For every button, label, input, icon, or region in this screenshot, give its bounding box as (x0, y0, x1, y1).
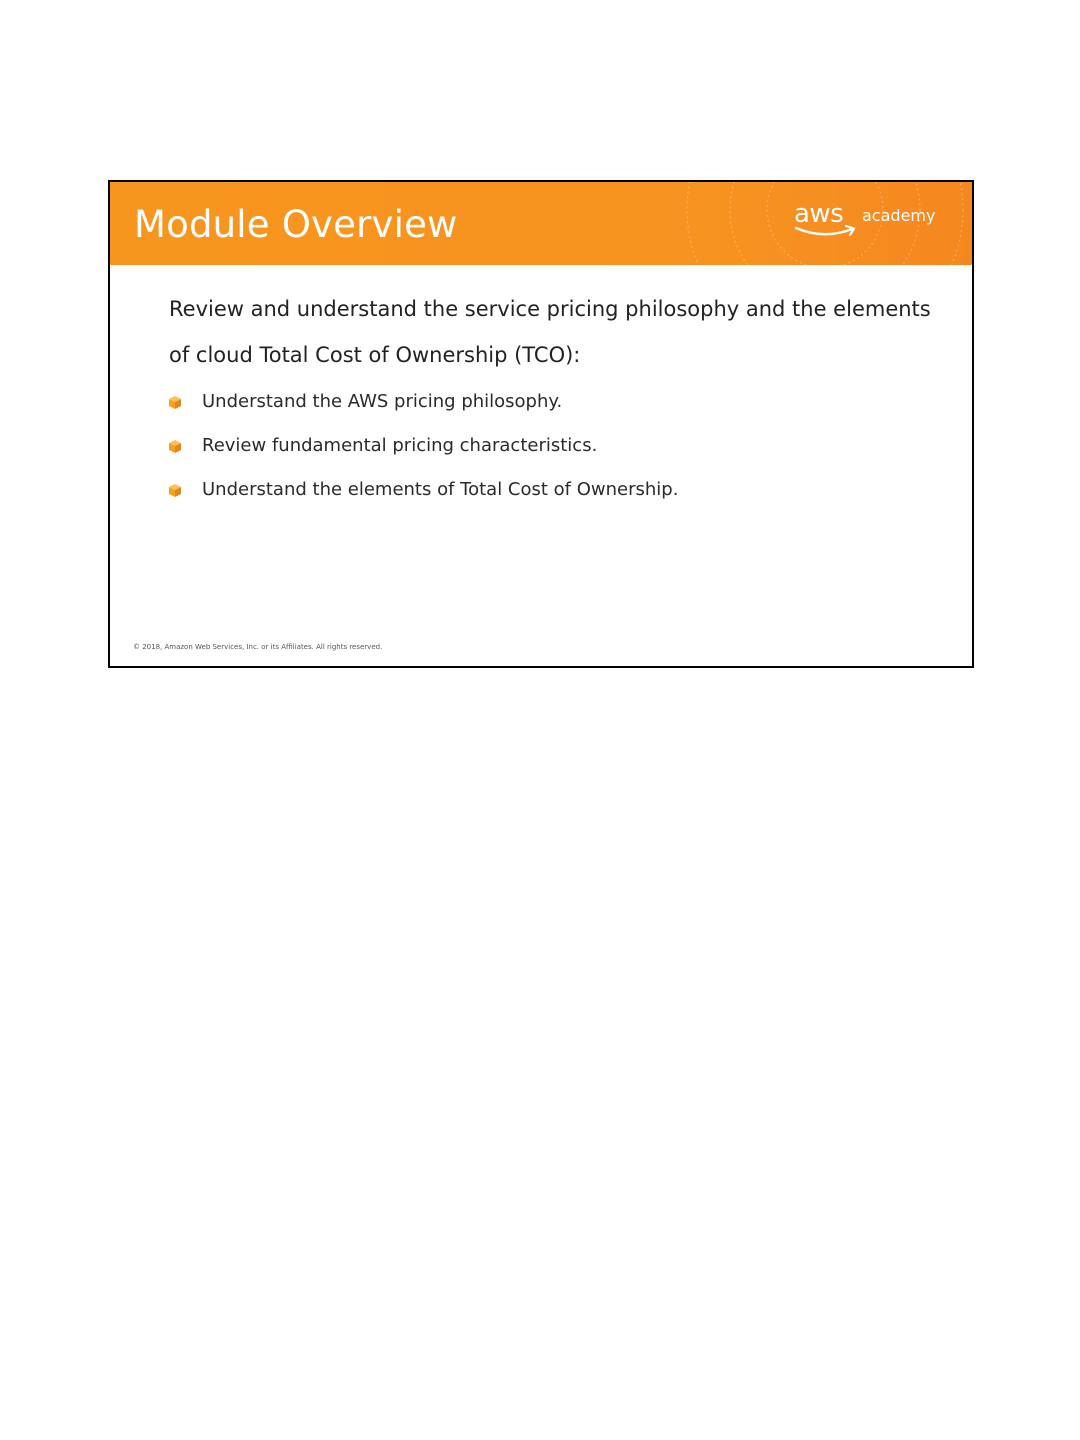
bullet-text: Review fundamental pricing characteristics. (202, 435, 598, 456)
bullet-text: Understand the AWS pricing philosophy. (202, 391, 563, 412)
logo-aws-text: aws (794, 199, 844, 229)
slide-header (110, 182, 972, 265)
bullet-text: Understand the elements of Total Cost of Ownership. (202, 479, 679, 500)
slide (108, 180, 974, 668)
aws-cube-icon (169, 440, 181, 453)
aws-academy-logo (794, 198, 944, 244)
amazon-smile-icon (794, 224, 860, 242)
intro-paragraph: Review and understand the service pricing philosophy and the elements of cloud Total Cost of Ownership (TCO): (169, 297, 931, 367)
aws-cube-icon (169, 484, 181, 497)
slide-title: Module Overview (134, 203, 458, 246)
aws-cube-icon (169, 396, 181, 409)
list-item (169, 424, 678, 468)
list-item (169, 468, 678, 512)
copyright-footer: © 2018, Amazon Web Services, Inc. or its Affiliates. All rights reserved. (133, 643, 383, 651)
bullet-list (169, 380, 678, 512)
logo-academy-text: academy (862, 206, 936, 225)
list-item (169, 380, 678, 424)
